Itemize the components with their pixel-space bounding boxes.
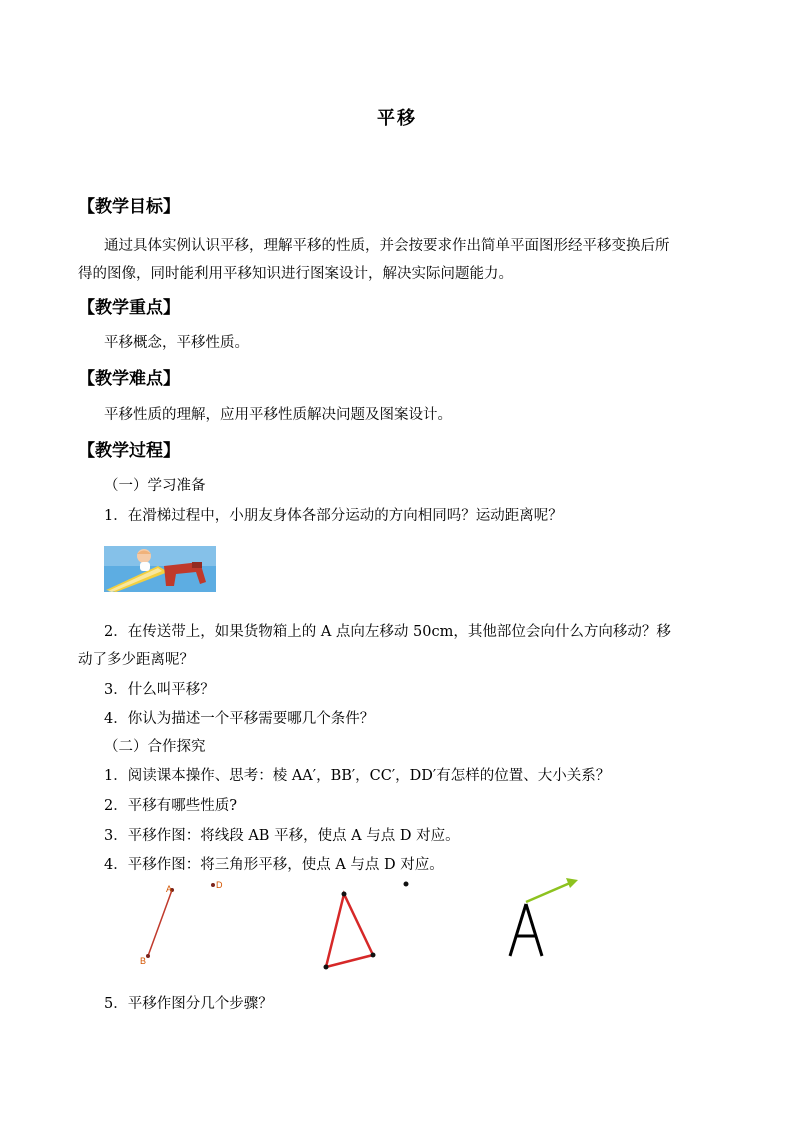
translation-arrow-shaft xyxy=(526,883,570,902)
triangle-point-d xyxy=(404,882,409,887)
part1-title: （一）学习准备 xyxy=(104,478,206,494)
difficulty-text: 平移性质的理解，应用平移性质解决问题及图案设计。 xyxy=(104,407,452,423)
letter-a-left-stroke xyxy=(510,904,526,956)
segment-ab-figure xyxy=(140,880,223,966)
triangle-vertex-c xyxy=(371,953,376,958)
translation-figures xyxy=(130,872,630,982)
explore-3: 3．平移作图：将线段 AB 平移，使点 A 与点 D 对应。 xyxy=(104,828,460,844)
label-d: D xyxy=(216,880,223,890)
explore-1: 1．阅读课本操作、思考：棱 AA′，BB′，CC′，DD′有怎样的位置、大小关系？ xyxy=(104,768,611,784)
triangle-vertex-a xyxy=(342,892,347,897)
question-2-line-1: 2．在传送带上，如果货物箱上的 A 点向左移动 50cm，其他部位会向什么方向移动？移 xyxy=(104,624,671,640)
question-1: 1．在滑梯过程中，小朋友身体各部分运动的方向相同吗？运动距离呢？ xyxy=(104,508,563,524)
triangle-abc xyxy=(326,894,373,967)
letter-a-figure xyxy=(510,878,578,956)
slide-picture xyxy=(104,546,216,592)
point-d xyxy=(211,883,215,887)
heading-key: 【教学重点】 xyxy=(78,298,180,318)
question-4: 4．你认为描述一个平移需要哪几个条件？ xyxy=(104,711,375,727)
goal-line-1: 通过具体实例认识平移，理解平移的性质，并会按要求作出简单平面图形经平移变换后所 xyxy=(104,238,670,254)
question-2-line-2: 动了多少距离呢？ xyxy=(78,652,194,668)
explore-2: 2．平移有哪些性质? xyxy=(104,798,237,814)
segment-ab xyxy=(148,890,172,956)
goal-line-2: 得的图像，同时能利用平移知识进行图案设计，解决实际问题能力。 xyxy=(78,266,513,282)
point-b xyxy=(146,954,150,958)
label-b: B xyxy=(140,956,147,966)
page-title: 平移 xyxy=(377,108,417,129)
triangle-vertex-b xyxy=(324,965,329,970)
letter-a-right-stroke xyxy=(526,904,542,956)
explore-5: 5．平移作图分几个步骤？ xyxy=(104,996,273,1012)
heading-goal: 【教学目标】 xyxy=(78,197,180,217)
question-3: 3．什么叫平移？ xyxy=(104,682,215,698)
key-text: 平移概念，平移性质。 xyxy=(104,335,249,351)
part2-title: （二）合作探究 xyxy=(104,739,206,755)
heading-process: 【教学过程】 xyxy=(78,441,180,461)
triangle-figure xyxy=(324,882,409,970)
explore-4: 4．平移作图：将三角形平移，使点 A 与点 D 对应。 xyxy=(104,857,444,873)
label-a: A xyxy=(166,884,173,894)
heading-difficulty: 【教学难点】 xyxy=(78,369,180,389)
